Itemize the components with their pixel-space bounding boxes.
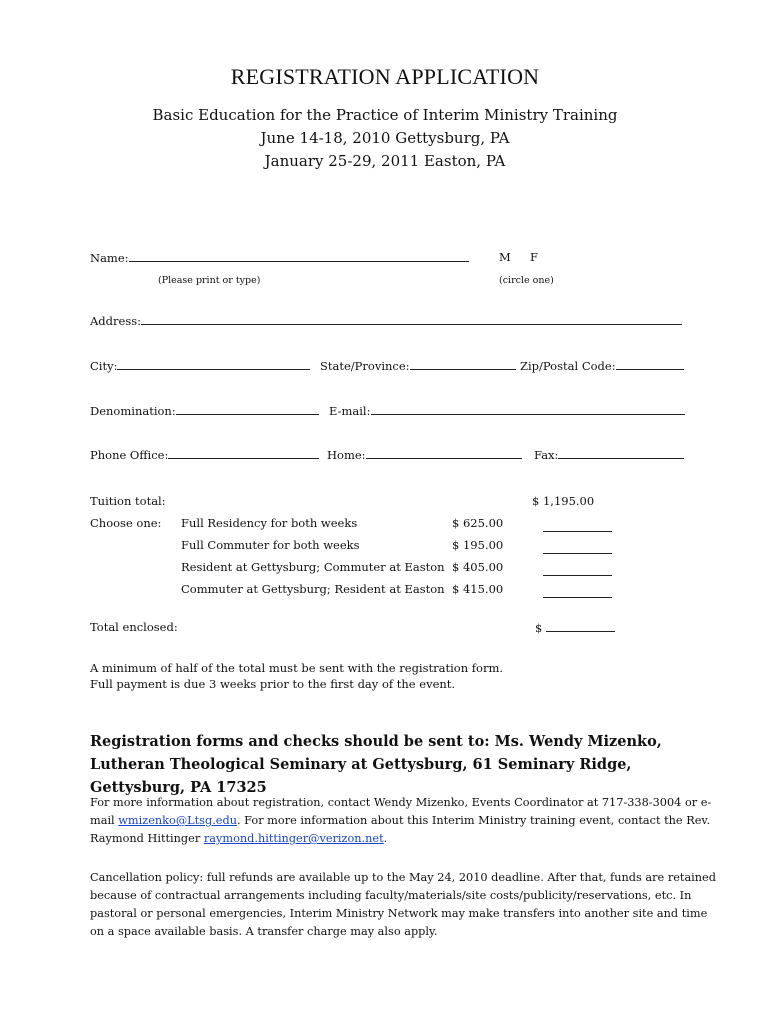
event-title: Basic Education for the Practice of Interim Ministry Training [152, 106, 618, 124]
state-row [320, 358, 516, 373]
zip-field[interactable] [616, 358, 684, 370]
option-price: $ 625.00 [452, 516, 504, 530]
payment-note-line-1: A minimum of half of the total must be sent with the registration form. [90, 661, 504, 675]
name-hint: (Please print or type) [158, 275, 261, 286]
payment-note-line-2: Full payment is due 3 weeks prior to the first day of the event. [90, 677, 456, 691]
name-field[interactable] [129, 250, 469, 262]
option-blank[interactable] [543, 542, 612, 554]
denomination-label: Denomination: [90, 404, 176, 418]
event-date-gettysburg: June 14-18, 2010 Gettysburg, PA [260, 129, 510, 147]
email-row [329, 403, 685, 418]
option-label: Full Residency for both weeks [181, 516, 358, 530]
denomination-field[interactable] [176, 403, 319, 415]
address-row [90, 313, 682, 328]
option-price: $ 405.00 [452, 560, 504, 574]
city-label: City: [90, 359, 118, 373]
option-price: $ 195.00 [452, 538, 504, 552]
address-label: Address: [90, 314, 142, 328]
event-date-easton: January 25-29, 2011 Easton, PA [264, 152, 506, 170]
gender-m[interactable]: M [499, 250, 511, 264]
page-title: REGISTRATION APPLICATION [230, 64, 540, 89]
fax-row [534, 447, 684, 462]
zip-label: Zip/Postal Code: [520, 359, 616, 373]
option-label: Commuter at Gettysburg; Resident at Easton [181, 582, 445, 596]
home-phone-field[interactable] [366, 447, 522, 459]
tuition-total-label: Tuition total: [90, 494, 166, 508]
email-field[interactable] [371, 403, 685, 415]
fax-label: Fax: [534, 448, 559, 462]
address-field[interactable] [141, 313, 682, 325]
total-enclosed-row [535, 620, 615, 635]
email-label: E-mail: [329, 404, 371, 418]
option-blank[interactable] [543, 586, 612, 598]
info-text: . For more information about this Interim Ministry training event, contact the Rev. Raymond Hittinger [90, 814, 711, 845]
choose-one-label: Choose one: [90, 516, 162, 530]
home-row [327, 447, 522, 462]
tuition-total-value: $ 1,195.00 [532, 494, 595, 508]
option-label: Full Commuter for both weeks [181, 538, 360, 552]
city-row [90, 358, 310, 373]
gender-f[interactable]: F [530, 250, 538, 264]
phone-office-field[interactable] [168, 447, 319, 459]
city-field[interactable] [117, 358, 310, 370]
name-label: Name: [90, 251, 129, 265]
info-text: . [383, 832, 388, 845]
gender-hint: (circle one) [499, 275, 554, 286]
phone-row [90, 447, 319, 462]
option-blank[interactable] [543, 564, 612, 576]
email-link-hittinger[interactable]: raymond.hittinger@verizon.net [203, 832, 384, 845]
option-label: Resident at Gettysburg; Commuter at Easton [181, 560, 445, 574]
fax-field[interactable] [558, 447, 684, 459]
zip-row [520, 358, 684, 373]
total-enclosed-label: Total enclosed: [90, 620, 178, 634]
state-field[interactable] [410, 358, 516, 370]
send-to-address: Registration forms and checks should be sent to: Ms. Wendy Mizenko, Lutheran Theological Seminary at Gettysburg, 61 Seminary Ridge, Gettysburg, PA 17325 [90, 733, 662, 796]
option-price: $ 415.00 [452, 582, 504, 596]
email-link-wmizenko[interactable]: wmizenko@Ltsg.edu [118, 814, 237, 827]
cancellation-policy: Cancellation policy: full refunds are available up to the May 24, 2010 deadline. After that, funds are retained because of contractual arrangements including faculty/materials/site costs/publicity/reservations, etc. In pastoral or personal emergencies, Interim Ministry Network may make transfers into another site and time on a space available basis. A transfer charge may also apply. [90, 871, 716, 938]
info-paragraph [90, 794, 720, 848]
dollar-sign: $ [535, 621, 543, 635]
denomination-row [90, 403, 319, 418]
name-row [90, 250, 469, 265]
total-enclosed-field[interactable] [546, 620, 615, 632]
state-label: State/Province: [320, 359, 410, 373]
option-blank[interactable] [543, 520, 612, 532]
info-text: For more information about registration, contact Wendy Mizenko, Events Coordinator at 717-338-3004 or e-mail [90, 796, 712, 827]
phone-office-label: Phone Office: [90, 448, 169, 462]
home-label: Home: [327, 448, 366, 462]
